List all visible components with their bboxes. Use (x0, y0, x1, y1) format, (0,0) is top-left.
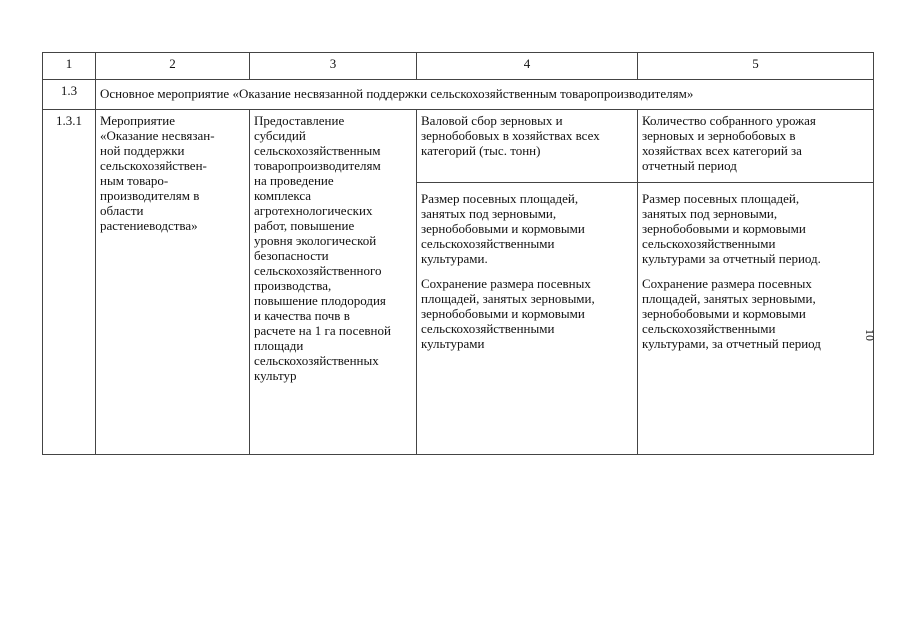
program-table (42, 52, 874, 455)
indicator-text-2: Сохранение размера посевных площадей, занятых зерновыми, зернобобовыми и кормовыми сельскохозяйственными культурами (421, 276, 595, 351)
indicator-description-cell (638, 183, 874, 455)
page-number: 10 (863, 329, 877, 341)
column-number-row (43, 53, 874, 80)
table-row-1-3 (43, 80, 874, 110)
table-row-1-3-1 (43, 110, 874, 183)
main-activity-title: Основное мероприятие «Оказание несвязанной поддержки сельскохозяйственным товаропроизводителям» (96, 80, 874, 110)
activity-description-cell (250, 110, 417, 455)
activity-name-text: Мероприятие «Оказание несвязан- ной поддержки сельскохозяйствен- ным товаро- производителям в области растениеводства» (100, 113, 215, 233)
indicator-text: Валовой сбор зерновых и зернобобовых в хозяйствах всех категорий (тыс. тонн) (421, 113, 600, 158)
indicator-description-text-2: Сохранение размера посевных площадей, занятых зерновыми, зернобобовыми и кормовыми сельскохозяйственными культурами, за отчетный период (642, 276, 821, 351)
column-number-5: 5 (638, 53, 874, 80)
indicator-description-cell (638, 110, 874, 183)
column-number-2: 2 (96, 53, 250, 80)
indicator-description-text-1: Размер посевных площадей, занятых под зерновыми, зернобобовыми и кормовыми сельскохозяйственными культурами за отчетный период. (642, 191, 821, 266)
indicator-cell (417, 110, 638, 183)
column-number-4: 4 (417, 53, 638, 80)
row-number: 1.3.1 (43, 110, 96, 455)
column-number-1: 1 (43, 53, 96, 80)
row-number: 1.3 (43, 80, 96, 110)
activity-description-text: Предоставление субсидий сельскохозяйственным товаропроизводителям на проведение комплекса агротехнологических работ, повышение уровня экологической безопасности сельскохозяйственного производства, повышение плодородия и качества почв в расчете на 1 га посевной площади сельскохозяйственных культур (254, 113, 391, 383)
activity-name-cell (96, 110, 250, 455)
indicator-cell (417, 183, 638, 455)
column-number-3: 3 (250, 53, 417, 80)
indicator-description-text: Количество собранного урожая зерновых и зернобобовых в хозяйствах всех категорий за отчетный период (642, 113, 816, 173)
indicator-text-1: Размер посевных площадей, занятых под зерновыми, зернобобовыми и кормовыми сельскохозяйственными культурами. (421, 191, 585, 266)
